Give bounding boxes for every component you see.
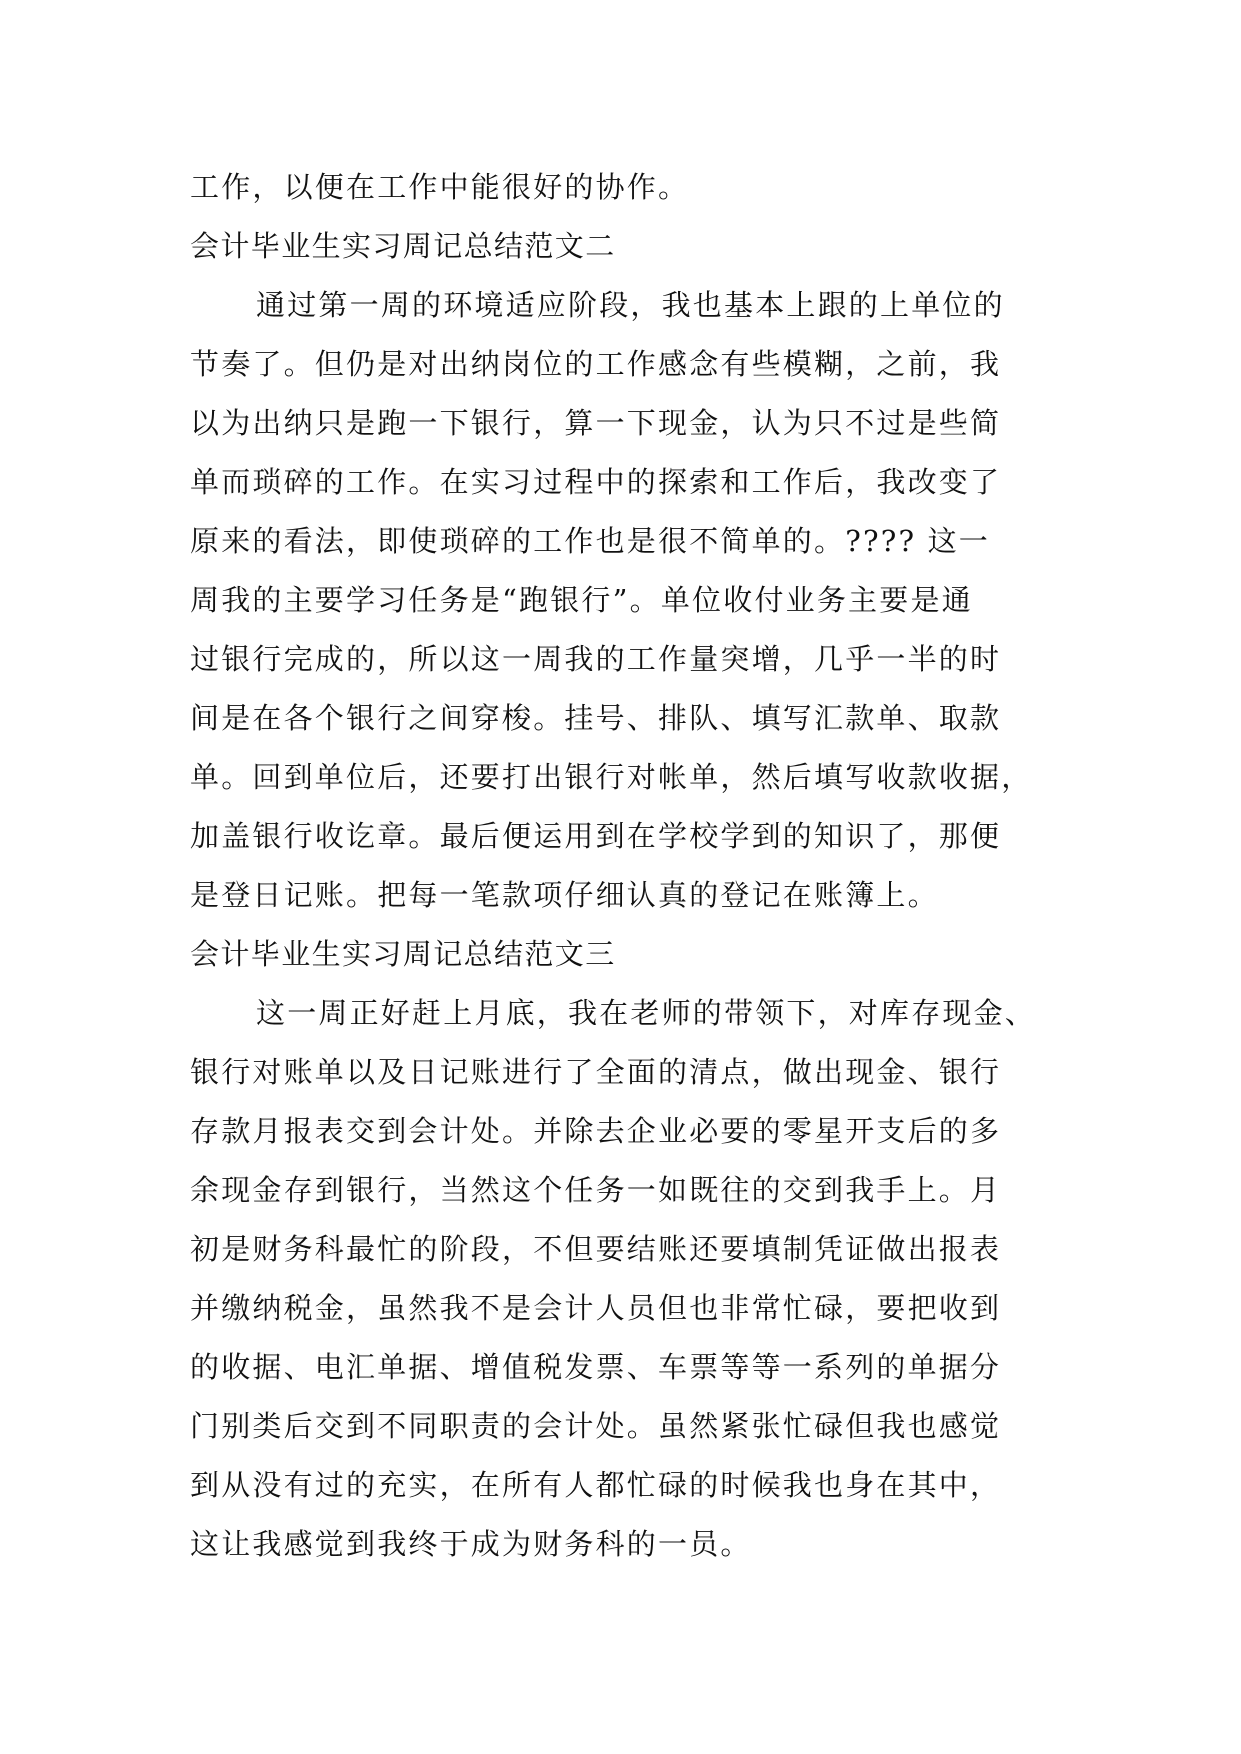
- paragraph-line: 门别类后交到不同职责的会计处。虽然紧张忙碌但我也感觉: [190, 1409, 1002, 1443]
- paragraph-line: 间是在各个银行之间穿梭。挂号、排队、填写汇款单、取款: [190, 701, 1002, 735]
- paragraph-line: 是登日记账。把每一笔款项仔细认真的登记在账簿上。: [190, 878, 939, 912]
- paragraph-line: 单。回到单位后，还要打出银行对帐单，然后填写收款收据，: [190, 760, 1033, 794]
- paragraph-first-line: 这一周正好赶上月底，我在老师的带领下，对库存现金、: [256, 996, 1037, 1030]
- section-heading-3: 会计毕业生实习周记总结范文三: [190, 937, 616, 971]
- paragraph-line: 银行对账单以及日记账进行了全面的清点，做出现金、银行: [190, 1055, 1002, 1089]
- paragraph-line: 到从没有过的充实，在所有人都忙碌的时候我也身在其中，: [190, 1468, 1002, 1502]
- paragraph-line: 的收据、电汇单据、增值税发票、车票等等一系列的单据分: [190, 1350, 1002, 1384]
- paragraph-line: 初是财务科最忙的阶段，不但要结账还要填制凭证做出报表: [190, 1232, 1002, 1266]
- paragraph-line: 这让我感觉到我终于成为财务科的一员。: [190, 1527, 752, 1561]
- paragraph-line: 余现金存到银行，当然这个任务一如既往的交到我手上。月: [190, 1173, 1002, 1207]
- paragraph-line: 过银行完成的，所以这一周我的工作量突增，几乎一半的时: [190, 642, 1002, 676]
- section-heading-2: 会计毕业生实习周记总结范文二: [190, 229, 616, 263]
- paragraph-line: 并缴纳税金，虽然我不是会计人员但也非常忙碌，要把收到: [190, 1291, 1002, 1325]
- paragraph-line: 工作，以便在工作中能很好的协作。: [190, 170, 690, 204]
- paragraph-line: 节奏了。但仍是对出纳岗位的工作感念有些模糊，之前，我: [190, 347, 1002, 381]
- document-body: [190, 158, 1070, 1574]
- paragraph-line: 加盖银行收讫章。最后便运用到在学校学到的知识了，那便: [190, 819, 1002, 853]
- paragraph-line: 原来的看法，即使琐碎的工作也是很不简单的。???? 这一: [190, 524, 991, 558]
- paragraph-line: 周我的主要学习任务是“跑银行”。单位收付业务主要是通: [190, 583, 973, 617]
- paragraph-line: 单而琐碎的工作。在实习过程中的探索和工作后，我改变了: [190, 465, 1002, 499]
- paragraph-line: 存款月报表交到会计处。并除去企业必要的零星开支后的多: [190, 1114, 1002, 1148]
- paragraph-line: 以为出纳只是跑一下银行，算一下现金，认为只不过是些简: [190, 406, 1002, 440]
- paragraph-first-line: 通过第一周的环境适应阶段，我也基本上跟的上单位的: [256, 288, 1005, 322]
